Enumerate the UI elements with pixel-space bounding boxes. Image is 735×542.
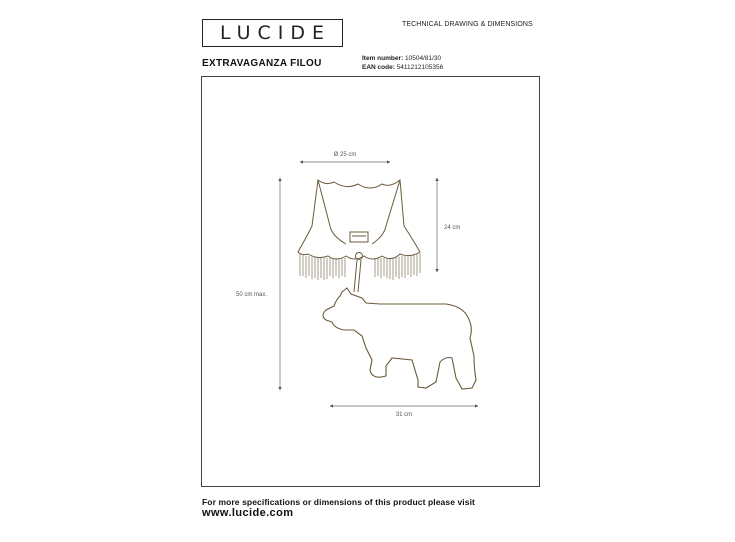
total-height-label: 50 cm max. bbox=[236, 292, 268, 298]
footer-website-link[interactable]: www.lucide.com bbox=[202, 507, 294, 519]
lucide-logo: LUCIDE bbox=[202, 19, 343, 47]
ean-code-value: 5411212105356 bbox=[396, 64, 444, 71]
shade-diameter-label: Ø 25 cm bbox=[333, 152, 357, 158]
dimension-base-width bbox=[330, 406, 478, 418]
product-name: EXTRAVAGANZA FILOU bbox=[202, 58, 322, 69]
ean-code-label: EAN code: bbox=[362, 64, 395, 71]
lamp-shade-outline bbox=[298, 180, 420, 259]
base-width-label: 31 cm bbox=[395, 412, 413, 418]
item-number-label: Item number: bbox=[362, 55, 404, 62]
document-type-label: TECHNICAL DRAWING & DIMENSIONS bbox=[402, 21, 533, 28]
shade-height-label: 24 cm bbox=[444, 225, 461, 231]
dimension-shade-diameter bbox=[300, 152, 390, 162]
item-number-value: 10504/81/30 bbox=[404, 55, 442, 62]
footer-note: For more specifications or dimensions of this product please visit bbox=[202, 497, 475, 507]
dimension-total-height bbox=[236, 178, 280, 390]
dog-base-outline bbox=[323, 288, 476, 389]
dimension-shade-height bbox=[437, 178, 460, 272]
